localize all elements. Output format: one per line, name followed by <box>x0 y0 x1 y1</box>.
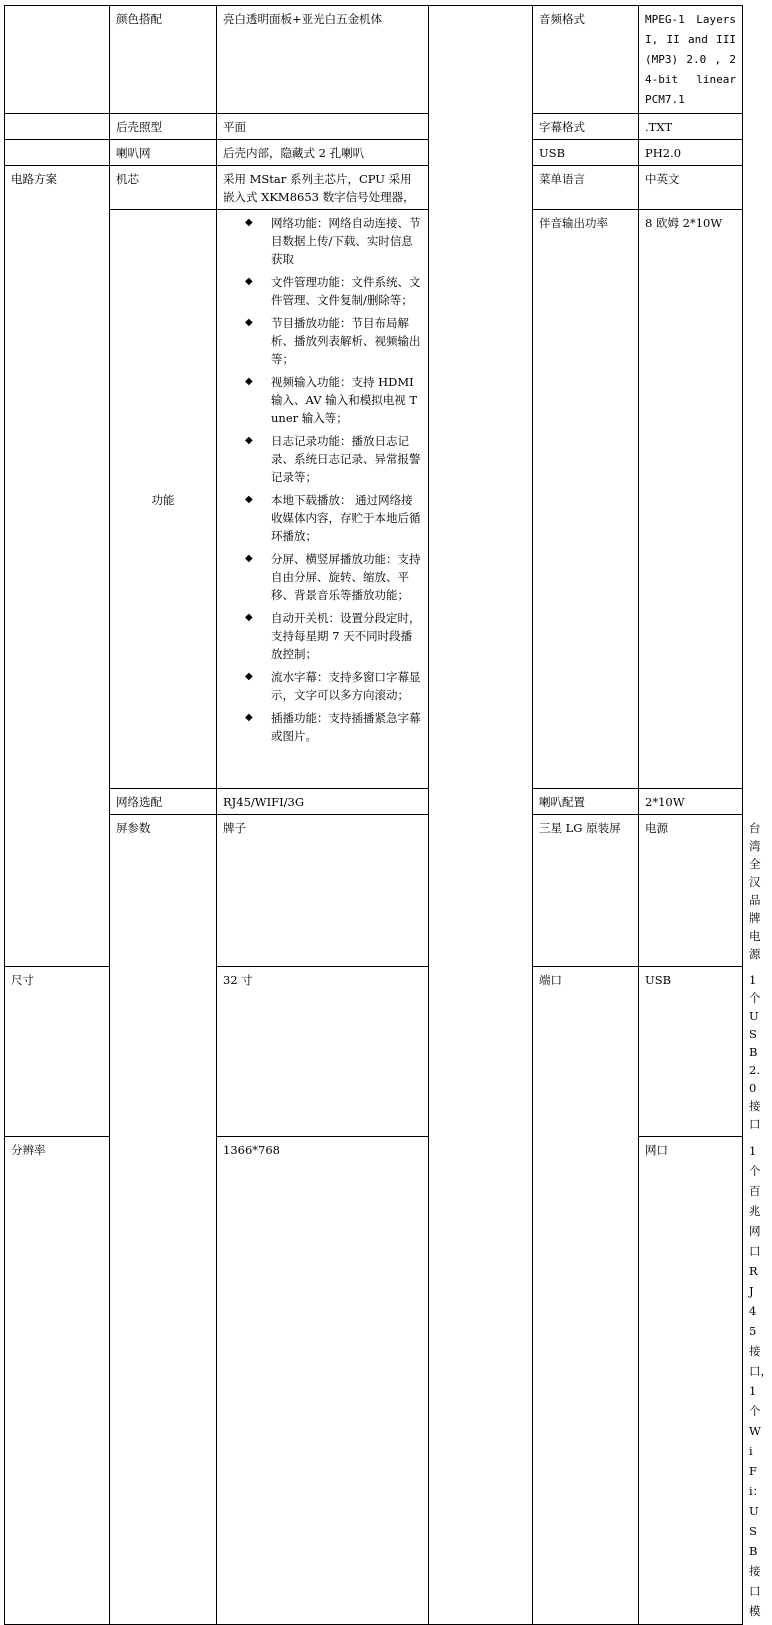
diamond-bullet-icon: ◆ <box>245 435 253 446</box>
label-menu-lang: 菜单语言 <box>533 166 639 210</box>
diamond-bullet-icon: ◆ <box>245 376 253 387</box>
value-resolution: 1366*768 <box>217 1137 429 1625</box>
label-resolution: 分辨率 <box>5 1137 110 1625</box>
feature-item: ◆ 日志记录功能：播放日志记录、系统日志记录、异常报警记录等； <box>245 434 421 484</box>
diamond-bullet-icon: ◆ <box>245 494 253 505</box>
feature-item: ◆ 插播功能：支持插播紧急字幕或图片。 <box>245 711 421 743</box>
feature-item: ◆ 视频输入功能：支持 HDMI 输入、AV 输入和模拟电视 Tuner 输入等； <box>245 375 418 425</box>
label-screen: 屏参数 <box>110 815 217 1625</box>
value-accompany: 8 欧姆 2*10W <box>639 210 743 789</box>
value-speaker-grille: 后壳内部，隐藏式 2 孔喇叭 <box>217 140 429 166</box>
label-size: 尺寸 <box>5 967 110 1137</box>
label-speaker-cfg: 喇叭配置 <box>533 789 639 815</box>
feature-item: ◆ 网络功能：网络自动连接、节目数据上传/下载、实时信息获取 <box>245 216 421 266</box>
diamond-bullet-icon: ◆ <box>245 217 253 228</box>
label-power: 电源 <box>639 815 743 967</box>
label-function: 功能 <box>110 210 217 789</box>
value-usb-top: PH2.0 <box>639 140 743 166</box>
label-subtitle-format: 字幕格式 <box>533 114 639 140</box>
value-subtitle-format: .TXT <box>639 114 743 140</box>
value-menu-lang: 中英文 <box>639 166 743 210</box>
label-brand: 牌子 <box>217 815 429 967</box>
feature-list <box>223 214 422 745</box>
label-back-shell: 后壳照型 <box>110 114 217 140</box>
label-core: 机芯 <box>110 166 217 210</box>
value-core: 采用 MStar 系列主芯片，CPU 采用嵌入式 XKM8653 数字信号处理器， <box>217 166 429 210</box>
feature-item: ◆ 分屏、横竖屏播放功能：支持自由分屏、旋转、缩放、平移、背景音乐等播放功能； <box>245 552 421 602</box>
value-network-opt: RJ45/WIFI/3G <box>217 789 429 815</box>
feature-item: ◆ 流水字幕：支持多窗口字幕显示，文字可以多方向滚动； <box>245 670 421 702</box>
feature-item: ◆ 自动开关机：设置分段定时，支持每星期 7 天不同时段播放控制； <box>245 611 421 661</box>
diamond-bullet-icon: ◆ <box>245 612 253 623</box>
label-port: 端口 <box>533 967 639 1625</box>
blank-col4 <box>429 6 533 1625</box>
feature-item: ◆ 文件管理功能：文件系统、文件管理、文件复制/删除等； <box>245 275 421 307</box>
label-circuit: 电路方案 <box>5 166 110 967</box>
label-lan: 网口 <box>639 1137 743 1625</box>
value-audio-format: MPEG-1 Layers I, II and III (MP3) 2.0 , 24-bit linear PCM7.1 <box>639 6 743 114</box>
label-color: 颜色搭配 <box>110 6 217 114</box>
function-list-cell <box>217 210 429 789</box>
diamond-bullet-icon: ◆ <box>245 712 253 723</box>
blank-cell <box>5 6 110 114</box>
blank-cell <box>5 140 110 166</box>
label-network-opt: 网络选配 <box>110 789 217 815</box>
diamond-bullet-icon: ◆ <box>245 553 253 564</box>
spec-table: 颜色搭配 亮白透明面板+亚光白五金机体 音频格式 MPEG-1 Layers I, II and III (MP3) 2.0 , 24-bit linear PCM7.1 后壳照型 平面 字幕格式 .TXT 喇叭网 后壳内部，隐藏式 2 孔喇叭 USB PH2.0 电路方案 机芯 采用 MStar 系列主芯片，CPU 采用嵌入式 XKM8653 数字信号处理器， 菜单语言 中英文 功能 ◆ 网络功能：网络自动连接、节目数据上传/下载、实时信息获取 ◆ 文件管理功能：文件系统、文件管理、文件复制/删除等； ◆ 节目播放功能：节目布局解析、播放列表解析、视频输出等； ◆ 视频输入功能：支持 HDMI 输入、AV 输入和模拟电视 Tuner 输入等； ◆ 日志记录功能：播放日志记录、系统日志记录、异常报警记录等； ◆ 本地下载播放： 通过网络接收媒体内容，存贮于本地后循环播放； ◆ 分屏、横竖屏播放功能：支持自由分屏、旋转、缩放、平移、背景音乐等播放功能； ◆ 自动开关机：设置分段定时，支持每星期 7 天不同时段播放控制； ◆ 流水字幕：支持多窗口字幕显示，文字可以多方向滚动； ◆ 插播功能：支持插播紧急字幕或图片。 伴音输出功率 8 欧姆 2*10W 网络选配 RJ45/WIFI/3G 喇叭配置 2*10W 屏参数 牌子 三星 LG 原装屏 电源 台湾全汉品牌电源 尺寸 32 寸 端口 USB 1 个 USB2.0 接口 分辨率 1366*768 网口 1 个百兆网口 RJ45 接口，1 个 WiFi：USB 接口模 <box>4 5 743 1625</box>
label-speaker-grille: 喇叭网 <box>110 140 217 166</box>
value-color: 亮白透明面板+亚光白五金机体 <box>217 6 429 114</box>
label-usb-port: USB <box>639 967 743 1137</box>
label-usb-top: USB <box>533 140 639 166</box>
value-size: 32 寸 <box>217 967 429 1137</box>
label-accompany: 伴音输出功率 <box>533 210 639 789</box>
value-back-shell: 平面 <box>217 114 429 140</box>
blank-cell <box>5 114 110 140</box>
diamond-bullet-icon: ◆ <box>245 276 253 287</box>
value-brand: 三星 LG 原装屏 <box>533 815 639 967</box>
feature-item: ◆ 本地下载播放： 通过网络接收媒体内容，存贮于本地后循环播放； <box>245 493 421 543</box>
label-audio-format: 音频格式 <box>533 6 639 114</box>
feature-item: ◆ 节目播放功能：节目布局解析、播放列表解析、视频输出等； <box>245 316 421 366</box>
diamond-bullet-icon: ◆ <box>245 671 253 682</box>
value-speaker-cfg: 2*10W <box>639 789 743 815</box>
diamond-bullet-icon: ◆ <box>245 317 253 328</box>
